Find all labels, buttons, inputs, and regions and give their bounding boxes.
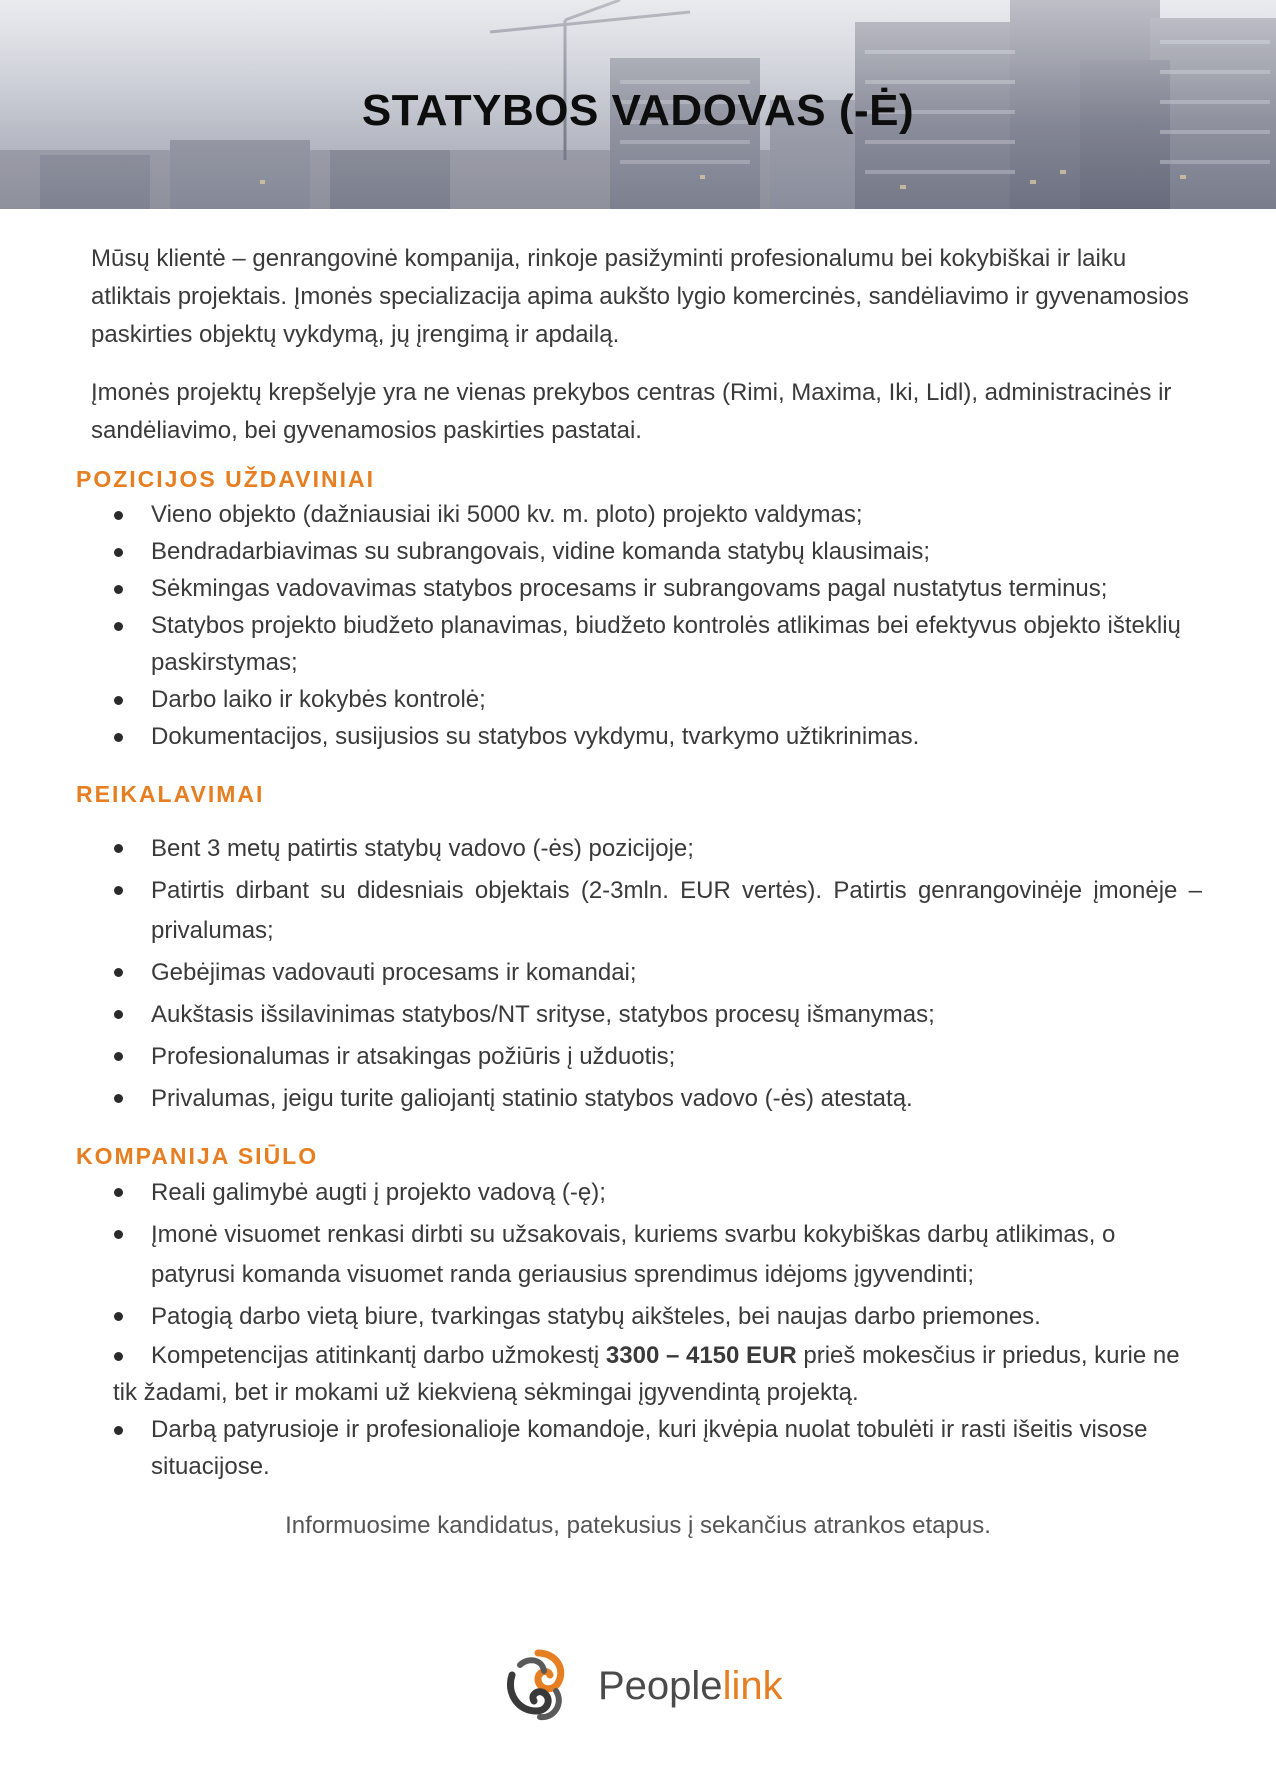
salary-text-after: prieš mokesčius ir priedus, kurie ne tik žadami, bet ir mokami už kiekvieną sėkmingai įgyvendintą projektą. xyxy=(113,1342,1180,1406)
offer-list xyxy=(91,1173,1202,1337)
list-item: Patogią darbo vietą biure, tvarkingas statybų aikšteles, bei naujas darbo priemones. xyxy=(91,1297,1202,1337)
list-item: Darbą patyrusioje ir profesionalioje komandoje, kuri įkvėpia nuolat tobulėti ir rasti išeitis visose situacijose. xyxy=(91,1411,1202,1485)
offer-list-last xyxy=(91,1411,1202,1485)
logo-text-main: People xyxy=(598,1664,723,1708)
logo-wordmark xyxy=(598,1664,783,1709)
tasks-list xyxy=(91,496,1202,755)
list-item: Vieno objekto (dažniausiai iki 5000 kv. m. ploto) projekto valdymas; xyxy=(91,496,1202,533)
page-title: STATYBOS VADOVAS (-Ė) xyxy=(361,86,915,135)
section-title-tasks: POZICIJOS UŽDAVINIAI xyxy=(76,466,375,492)
list-item: Statybos projekto biudžeto planavimas, biudžeto kontrolės atlikimas bei efektyvus objekto išteklių paskirstymas; xyxy=(91,607,1202,681)
bullet-icon xyxy=(114,1352,123,1361)
section-title-offer: KOMPANIJA SIŪLO xyxy=(76,1143,319,1169)
list-item: Bendradarbiavimas su subrangovais, vidine komanda statybų klausimais; xyxy=(91,533,1202,570)
list-item: Aukštasis išsilavinimas statybos/NT srityse, statybos procesų išmanymas; xyxy=(91,995,1202,1035)
list-item: Sėkmingas vadovavimas statybos procesams ir subrangovams pagal nustatytus terminus; xyxy=(91,570,1202,607)
salary-item xyxy=(113,1337,1202,1411)
closing-note: Informuosime kandidatus, patekusius į sekančius atrankos etapus. xyxy=(285,1512,991,1539)
list-item: Įmonė visuomet renkasi dirbti su užsakovais, kuriems svarbu kokybiškas darbų atlikimas, o patyrusi komanda visuomet randa geriausius sprendimus idėjoms įgyvendinti; xyxy=(91,1215,1202,1295)
requirements-list xyxy=(91,829,1202,1119)
list-item: Patirtis dirbant su didesniais objektais (2-3mln. EUR vertės). Patirtis genrangovinėje įmonėje – privalumas; xyxy=(91,871,1202,951)
list-item: Darbo laiko ir kokybės kontrolė; xyxy=(91,681,1202,718)
list-item: Profesionalumas ir atsakingas požiūris į užduotis; xyxy=(91,1037,1202,1077)
job-description xyxy=(76,240,1202,1545)
intro-paragraph-2: Įmonės projektų krepšelyje yra ne vienas prekybos centras (Rimi, Maxima, Iki, Lidl), administracinės ir sandėliavimo, bei gyvenamosios paskirties pastatai. xyxy=(91,379,1172,444)
list-item: Bent 3 metų patirtis statybų vadovo (-ės) pozicijoje; xyxy=(91,829,1202,869)
list-item: Dokumentacijos, susijusios su statybos vykdymu, tvarkymo užtikrinimas. xyxy=(91,718,1202,755)
list-item: Gebėjimas vadovauti procesams ir komandai; xyxy=(91,953,1202,993)
salary-text-before: Kompetencijas atitinkantį darbo užmokestį xyxy=(151,1342,606,1369)
peoplelink-logo-icon xyxy=(498,1645,578,1725)
peoplelink-logo xyxy=(498,1640,788,1730)
intro-paragraph-1: Mūsų klientė – genrangovinė kompanija, rinkoje pasižyminti profesionalumu bei kokybiškai ir laiku atliktais projektais. Įmonės specializacija apima aukšto lygio komercinės, sandėliavimo ir gyvenamosios paskirties objektų vykdymą, jų įrengimą ir apdailą. xyxy=(91,245,1189,348)
header-banner xyxy=(0,0,1276,209)
salary-amount: 3300 – 4150 EUR xyxy=(605,1342,797,1369)
list-item: Privalumas, jeigu turite galiojantį statinio statybos vadovo (-ės) atestatą. xyxy=(91,1079,1202,1119)
list-item: Reali galimybė augti į projekto vadovą (-ę); xyxy=(91,1173,1202,1213)
section-title-requirements: REIKALAVIMAI xyxy=(76,781,265,807)
logo-text-accent: link xyxy=(722,1664,783,1708)
